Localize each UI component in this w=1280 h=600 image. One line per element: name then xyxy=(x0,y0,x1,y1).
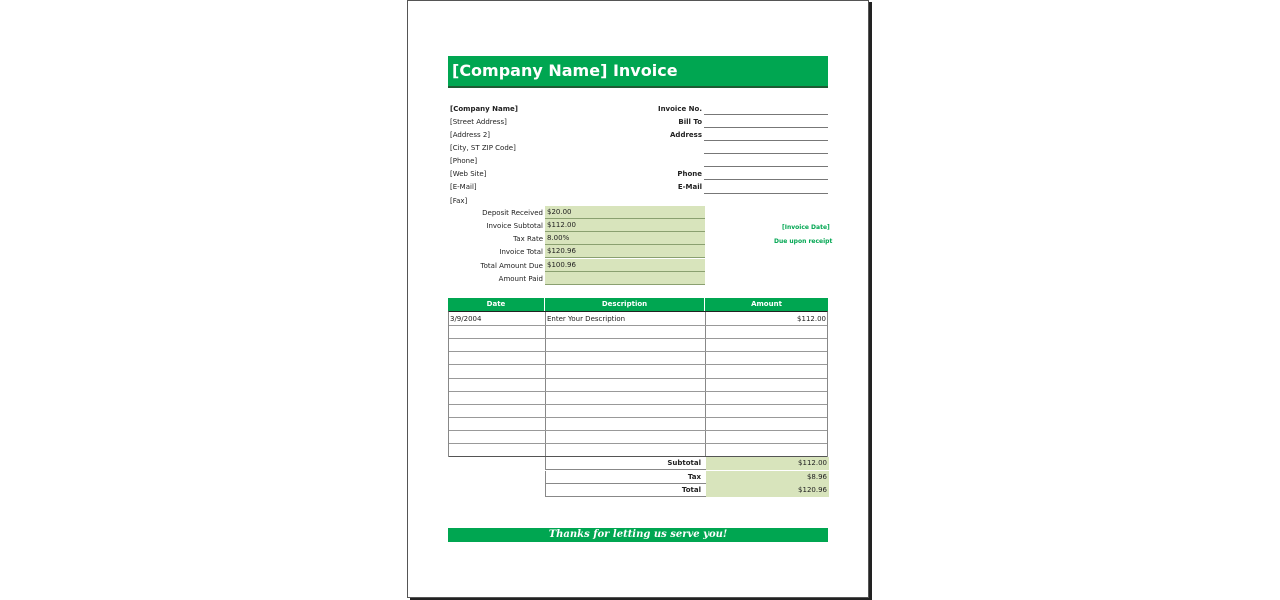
summary-value[interactable]: $112.00 xyxy=(545,219,705,232)
total-row xyxy=(545,484,828,497)
summary-label: Tax Rate xyxy=(513,235,543,243)
header-amount: Amount xyxy=(751,300,782,308)
company-phone: [Phone] xyxy=(450,157,478,165)
phone-label: Phone xyxy=(677,170,702,178)
table-header xyxy=(448,298,828,311)
grid-row-line xyxy=(449,325,827,326)
grid-divider xyxy=(705,312,706,457)
grid-row-line xyxy=(449,430,827,431)
title-bar xyxy=(448,56,828,88)
total-label: Total xyxy=(681,486,701,494)
summary-value[interactable]: $120.96 xyxy=(545,245,705,258)
summary-value[interactable]: $100.96 xyxy=(545,259,705,272)
total-value: $120.96 xyxy=(706,484,829,497)
grid-row-line xyxy=(449,338,827,339)
invoice-date: [Invoice Date] xyxy=(782,224,830,231)
subtotal-row xyxy=(545,457,828,470)
grid-row-line xyxy=(449,378,827,379)
bill-to-label: Bill To xyxy=(678,118,702,126)
subtotal-label: Subtotal xyxy=(667,459,701,467)
grid-row-line xyxy=(449,391,827,392)
address-line-1[interactable] xyxy=(704,140,828,141)
address-line-2[interactable] xyxy=(704,153,828,154)
header-description: Description xyxy=(545,298,705,311)
thank-you-banner: Thanks for letting us serve you! xyxy=(448,528,828,542)
tax-label: Tax xyxy=(687,473,701,481)
summary-label: Amount Paid xyxy=(498,275,543,283)
invoice-no-label: Invoice No. xyxy=(657,105,702,113)
email-line[interactable] xyxy=(704,193,828,194)
bill-to-line[interactable] xyxy=(704,127,828,128)
summary-label: Total Amount Due xyxy=(480,262,543,270)
summary-label: Invoice Subtotal xyxy=(486,222,543,230)
grid-row-line xyxy=(449,417,827,418)
invoice-title: [Company Name] Invoice xyxy=(452,61,678,80)
grid-row-line xyxy=(449,404,827,405)
row-description[interactable]: Enter Your Description xyxy=(547,315,626,323)
summary-value[interactable] xyxy=(545,272,705,285)
payment-terms: Due upon receipt xyxy=(774,238,833,245)
company-street: [Street Address] xyxy=(450,118,507,126)
company-name: [Company Name] xyxy=(450,105,518,113)
email-label: E-Mail xyxy=(677,183,702,191)
company-email: [E-Mail] xyxy=(450,183,477,191)
address-label: Address xyxy=(670,131,702,139)
tax-row xyxy=(545,471,828,484)
row-date[interactable]: 3/9/2004 xyxy=(450,315,482,323)
phone-line[interactable] xyxy=(704,179,828,180)
grid-divider xyxy=(545,312,546,457)
grid-row-line xyxy=(449,351,827,352)
summary-label: Deposit Received xyxy=(482,209,543,217)
company-city: [City, ST ZIP Code] xyxy=(450,144,516,152)
line-item-grid xyxy=(448,311,828,457)
summary-value[interactable]: $20.00 xyxy=(545,206,705,219)
tax-value: $8.96 xyxy=(706,471,829,484)
company-website: [Web Site] xyxy=(450,170,487,178)
header-date: Date xyxy=(448,298,545,311)
invoice-no-line[interactable] xyxy=(704,114,828,115)
subtotal-value: $112.00 xyxy=(706,457,829,470)
company-address2: [Address 2] xyxy=(450,131,491,139)
address-line-3[interactable] xyxy=(704,166,828,167)
row-amount[interactable]: $112.00 xyxy=(797,315,826,323)
grid-row-line xyxy=(449,364,827,365)
grid-row-line xyxy=(449,443,827,444)
summary-value[interactable]: 8.00% xyxy=(545,232,705,245)
company-fax: [Fax] xyxy=(450,197,468,205)
summary-label: Invoice Total xyxy=(499,248,543,256)
